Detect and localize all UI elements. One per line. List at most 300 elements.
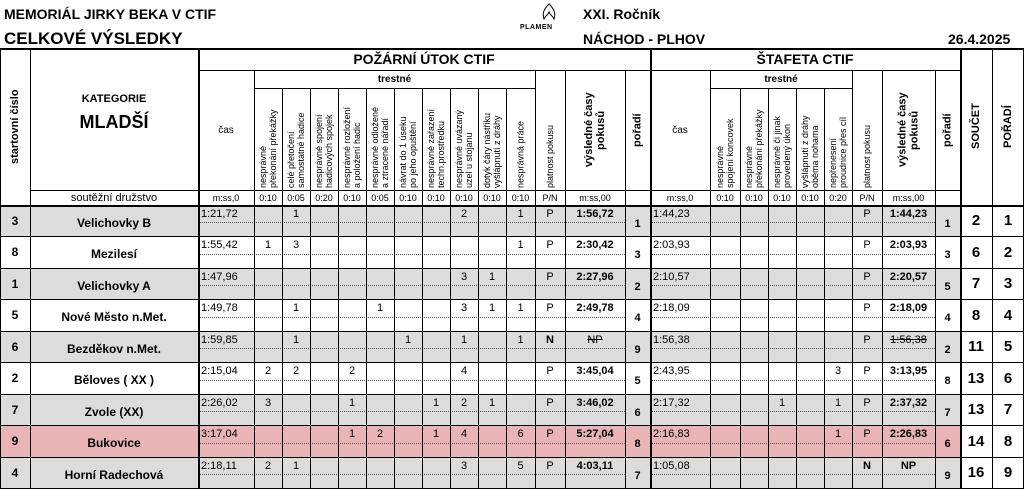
attack-result: 1:56,72	[576, 207, 614, 220]
attack-penalty: 1	[517, 207, 524, 220]
attack-penalty: 3	[460, 270, 468, 283]
attack-penalty-header: celé přetočení samostatné hadice	[286, 112, 306, 188]
attack-validity: P	[546, 365, 554, 377]
relay-result: 2:18,09	[889, 302, 928, 314]
attack-penalty: 2	[376, 428, 384, 440]
attack-penalty	[254, 426, 282, 443]
attack-time: 3:17,04	[201, 428, 238, 440]
relay-result: 2:03,93	[889, 239, 928, 251]
relay-validity: N	[863, 459, 871, 472]
grid-line	[935, 70, 936, 489]
row-divider	[198, 443, 625, 444]
start-number: 8	[11, 245, 19, 260]
relay-penalty	[768, 205, 796, 222]
team-name: Horní Radechová	[64, 467, 164, 482]
unit-label: m:ss,0	[666, 192, 694, 203]
team-name: Bukovice	[87, 436, 141, 451]
grid-line	[450, 88, 451, 489]
relay-rank: 5	[944, 280, 951, 293]
start-number: 7	[11, 402, 19, 417]
grid-line	[882, 70, 883, 489]
attack-rank: 8	[634, 438, 641, 451]
attack-penalty-header: nesprávné zařazení techn.prostředku	[426, 108, 446, 188]
relay-penalty	[796, 394, 824, 411]
total-sum: 7	[971, 275, 981, 293]
relay-penalty	[768, 363, 796, 380]
total-sum: 16	[967, 464, 985, 482]
relay-validity: P	[863, 302, 871, 314]
grid-line	[710, 88, 852, 89]
attack-penalty: 4	[460, 365, 468, 377]
relay-penalty	[710, 268, 740, 285]
relay-penalty	[768, 237, 796, 254]
attack-penalty	[478, 237, 506, 254]
category-label: KATEGORIE	[81, 93, 147, 105]
grid-line	[0, 457, 1024, 458]
relay-rank: 4	[944, 312, 951, 325]
total-sum: 11	[968, 338, 984, 356]
attack-penalty	[310, 394, 338, 411]
attack-penalty	[394, 363, 422, 380]
relay-result: 3:13,95	[889, 365, 928, 377]
attack-penalty	[478, 363, 506, 380]
attack-penalty	[394, 268, 422, 285]
attack-penalty: 1	[264, 239, 272, 251]
start-number: 9	[11, 434, 19, 449]
relay-rank: 3	[944, 249, 951, 262]
attack-time: 1:47,96	[201, 270, 238, 283]
attack-time-header: čas	[218, 124, 234, 136]
grid-line	[338, 88, 339, 489]
relay-penalty	[710, 237, 740, 254]
attack-penalty	[506, 268, 535, 285]
start-number: 5	[11, 308, 19, 323]
relay-rank: 1	[944, 217, 951, 230]
relay-validity: P	[863, 365, 871, 377]
relay-penalty	[710, 363, 740, 380]
attack-penalty	[394, 205, 422, 222]
attack-penalty	[366, 268, 394, 285]
relay-penalty	[796, 300, 824, 317]
unit-label: 0:10	[483, 192, 501, 203]
attack-result: 2:30,42	[576, 239, 614, 251]
attack-rank-header: pořadí	[631, 113, 644, 147]
attack-penalty: 1	[292, 207, 300, 220]
attack-penalty	[310, 457, 338, 474]
team-name: Běloves ( XX )	[73, 373, 155, 388]
relay-penalty	[796, 457, 824, 474]
attack-penalty: 4	[460, 428, 468, 440]
relay-penalties-header: trestné	[764, 73, 798, 85]
location: NÁCHOD - PLHOV	[583, 31, 706, 47]
unit-label: P/N	[859, 192, 875, 203]
attack-penalty	[422, 363, 450, 380]
unit-label: 0:10	[801, 192, 819, 203]
relay-validity: P	[863, 207, 871, 220]
row-divider	[198, 411, 625, 412]
start-number: 6	[11, 339, 19, 354]
grid-line	[30, 48, 31, 489]
grid-line	[992, 48, 993, 489]
team-name: Bezděkov n.Met.	[66, 341, 162, 356]
relay-rank: 2	[944, 343, 951, 356]
unit-label: m:ss,00	[579, 192, 611, 203]
relay-time: 2:43,95	[653, 365, 690, 377]
grid-line	[824, 88, 825, 489]
attack-validity: P	[546, 459, 554, 472]
attack-penalty: 1	[488, 302, 496, 314]
attack-penalty	[254, 331, 282, 348]
attack-penalty: 6	[517, 428, 524, 440]
plamen-logo	[516, 2, 572, 44]
grid-line	[740, 88, 741, 489]
unit-label: 0:10	[399, 192, 417, 203]
row-divider	[650, 254, 935, 255]
grid-line	[710, 70, 711, 489]
attack-penalty	[338, 457, 366, 474]
attack-penalty: 1	[292, 302, 300, 314]
overall-rank: 6	[1003, 369, 1013, 387]
start-number: 4	[11, 465, 19, 480]
attack-penalty-header: nesprávné uvázaný uzel u stojanu	[454, 109, 474, 188]
overall-rank: 7	[1003, 401, 1013, 419]
attack-penalty	[422, 237, 450, 254]
relay-result: 1:56,38	[890, 333, 927, 346]
grid-line	[0, 299, 1024, 300]
attack-penalty	[506, 394, 535, 411]
relay-rank: 7	[944, 406, 951, 419]
relay-result: NP	[900, 459, 917, 472]
grid-line	[0, 425, 1024, 426]
relay-penalty	[768, 457, 796, 474]
relay-penalty: 3	[834, 365, 842, 377]
edition: XXI. Ročník	[583, 6, 661, 22]
attack-penalty	[422, 268, 450, 285]
attack-penalty: 3	[264, 396, 272, 409]
results-title: CELKOVÉ VÝSLEDKY	[4, 29, 183, 48]
relay-result-header: výsledné časy pokusů	[896, 92, 921, 168]
attack-penalty: 3	[460, 302, 468, 314]
unit-label: 0:05	[371, 192, 389, 203]
attack-rank: 1	[634, 217, 641, 230]
unit-label: 0:10	[511, 192, 530, 203]
grid-line	[30, 190, 198, 191]
attack-penalties-header: trestné	[377, 73, 412, 85]
attack-rank: 9	[634, 343, 641, 356]
attack-penalty	[478, 426, 506, 443]
attack-penalty	[282, 426, 310, 443]
attack-penalty	[422, 205, 450, 222]
relay-penalty	[740, 300, 768, 317]
relay-penalty	[710, 457, 740, 474]
relay-time: 2:03,93	[653, 239, 690, 251]
relay-time: 2:16,83	[653, 428, 690, 440]
attack-rank: 2	[634, 280, 641, 293]
attack-penalty-header: nesprávné překonání překážky	[258, 109, 278, 188]
attack-penalty	[338, 268, 366, 285]
start-number: 1	[11, 276, 19, 291]
relay-penalty	[824, 331, 852, 348]
date: 26.4.2025	[948, 31, 1011, 47]
attack-penalty: 2	[264, 459, 272, 472]
attack-penalty	[394, 237, 422, 254]
relay-validity: P	[863, 396, 871, 409]
relay-penalty	[824, 300, 852, 317]
start-number: 2	[11, 371, 19, 386]
unit-label: 0:10	[773, 192, 791, 203]
unit-label: P/N	[542, 192, 558, 203]
relay-penalty	[740, 394, 768, 411]
grid-line	[625, 70, 626, 489]
relay-penalty-header: nesprávné spojení koncovek	[715, 118, 735, 188]
results-table	[0, 48, 1024, 487]
attack-section-title: POŽÁRNÍ ÚTOK CTIF	[353, 51, 495, 67]
overall-rank: 1	[1003, 212, 1013, 230]
relay-section-title: ŠTAFETA CTIF	[756, 51, 854, 67]
attack-penalty	[506, 363, 535, 380]
team-name: Nové Město n.Met.	[61, 310, 167, 325]
unit-label: 0:10	[455, 192, 473, 203]
unit-label: 0:10	[716, 192, 734, 203]
relay-penalty	[824, 237, 852, 254]
start-number: 3	[11, 213, 19, 228]
attack-rank: 5	[634, 375, 641, 388]
attack-penalty	[310, 426, 338, 443]
grid-line	[254, 70, 255, 489]
attack-result: 3:45,04	[576, 365, 614, 377]
attack-validity: P	[546, 207, 554, 220]
unit-label: 0:20	[829, 192, 847, 203]
attack-penalty-header: nesprávné odložené a ztracené nářadí	[370, 106, 390, 188]
attack-penalty: 2	[348, 365, 356, 377]
relay-penalty	[710, 394, 740, 411]
overall-rank: 3	[1003, 275, 1013, 293]
overall-rank: 2	[1003, 243, 1013, 261]
attack-penalty	[338, 237, 366, 254]
attack-penalty: 2	[460, 207, 468, 220]
relay-penalty-header: nepřenesení proudnice přes cíl	[828, 116, 848, 188]
relay-result: 2:26,83	[889, 428, 928, 440]
attack-penalty	[422, 331, 450, 348]
attack-validity: P	[546, 239, 554, 251]
attack-time: 1:49,78	[201, 302, 238, 314]
attack-rank: 3	[634, 249, 641, 262]
attack-penalty	[366, 394, 394, 411]
grid-line	[796, 88, 797, 489]
attack-penalty	[310, 331, 338, 348]
total-sum: 2	[971, 212, 981, 230]
attack-validity: P	[546, 270, 554, 283]
relay-penalty	[740, 331, 768, 348]
relay-time: 1:56,38	[653, 333, 690, 346]
unit-label: 0:05	[287, 192, 305, 203]
team-name: Velichovky B	[76, 215, 152, 230]
relay-time: 2:17,32	[653, 396, 690, 409]
attack-validity-header: platnost pokusu	[545, 124, 555, 188]
relay-penalty-header: nesprávné překonání překážky	[744, 109, 764, 188]
grid-line	[0, 268, 1024, 269]
attack-penalty: 1	[432, 396, 440, 409]
attack-penalty: 5	[517, 459, 524, 472]
attack-penalty	[422, 457, 450, 474]
attack-penalty	[366, 331, 394, 348]
attack-penalty: 1	[488, 396, 496, 409]
attack-penalty: 3	[460, 459, 468, 472]
relay-penalty	[710, 205, 740, 222]
relay-penalty	[796, 331, 824, 348]
relay-penalty	[710, 300, 740, 317]
unit-label: 0:10	[745, 192, 763, 203]
relay-rank-header: pořadí	[941, 113, 954, 147]
grid-line	[0, 394, 1024, 395]
grid-line	[650, 48, 652, 489]
row-divider	[198, 254, 625, 255]
grid-line	[310, 88, 311, 489]
row-divider	[650, 380, 935, 381]
relay-validity: P	[863, 270, 871, 283]
relay-penalty-header: nesprávně či jinak provedený úkon	[772, 115, 792, 188]
grid-line	[535, 70, 536, 489]
unit-label: m:ss,0	[212, 192, 240, 203]
attack-time: 1:59,85	[201, 333, 238, 346]
attack-penalty: 2	[264, 365, 272, 377]
attack-penalty	[282, 268, 310, 285]
grid-line	[282, 88, 283, 489]
relay-penalty	[768, 331, 796, 348]
grid-line	[422, 88, 423, 489]
relay-penalty	[824, 268, 852, 285]
grid-line	[198, 48, 200, 489]
attack-time: 1:21,72	[201, 207, 238, 220]
attack-result: 4:03,11	[576, 459, 614, 472]
row-divider	[650, 474, 935, 475]
attack-penalty	[394, 426, 422, 443]
event-title: MEMORIÁL JIRKY BEKA V CTIF	[4, 6, 217, 22]
attack-time: 2:15,04	[201, 365, 238, 377]
unit-label: 0:10	[427, 192, 445, 203]
attack-penalty	[310, 268, 338, 285]
relay-penalty	[740, 363, 768, 380]
attack-penalty: 1	[348, 396, 356, 409]
attack-validity: P	[546, 302, 554, 314]
relay-penalty	[768, 268, 796, 285]
attack-penalty	[394, 457, 422, 474]
grid-line	[0, 331, 1024, 332]
grid-line	[852, 70, 853, 489]
overall-rank: 5	[1003, 338, 1013, 356]
grid-line	[506, 88, 507, 489]
attack-penalty: 1	[376, 302, 384, 314]
attack-penalty: 1	[517, 239, 524, 251]
attack-result: 3:46,02	[576, 396, 614, 409]
attack-rank: 4	[634, 312, 641, 325]
start-number-header: startovní číslo	[9, 89, 21, 164]
row-divider	[650, 411, 935, 412]
attack-time: 2:18,11	[201, 459, 237, 472]
grid-line	[768, 88, 769, 489]
attack-penalty-header: nesprávné rozložení a položení hadic	[342, 106, 362, 188]
relay-rank: 6	[944, 438, 951, 451]
attack-penalty: 1	[292, 459, 300, 472]
attack-penalty-header: nesprávná práce	[515, 120, 526, 188]
row-divider	[198, 380, 625, 381]
unit-label: 0:10	[259, 192, 277, 203]
flame-icon	[538, 3, 560, 21]
attack-penalty	[450, 237, 478, 254]
relay-penalty	[796, 426, 824, 443]
total-sum: 13	[967, 401, 985, 419]
attack-validity: N	[546, 333, 554, 346]
row-divider	[650, 348, 935, 349]
attack-penalty: 2	[460, 396, 468, 409]
team-name: Velichovky A	[77, 278, 151, 293]
attack-penalty	[366, 363, 394, 380]
grid-line	[198, 70, 960, 71]
grid-line	[0, 48, 1024, 50]
attack-penalty: 1	[292, 333, 300, 346]
attack-penalty: 1	[517, 333, 524, 346]
relay-result: 1:44,23	[889, 207, 928, 220]
team-name: Mezilesí	[90, 247, 138, 262]
relay-rank: 8	[944, 375, 951, 388]
attack-penalty	[394, 394, 422, 411]
attack-penalty-header: dotyk čáry nástřiku vyšlápnutí z dráhy	[482, 112, 502, 188]
attack-penalty	[310, 363, 338, 380]
attack-penalty	[394, 300, 422, 317]
grid-line	[0, 48, 1, 489]
attack-penalty	[422, 300, 450, 317]
relay-penalty	[796, 363, 824, 380]
attack-penalty: 3	[292, 239, 300, 251]
overall-rank: 8	[1003, 432, 1013, 450]
relay-validity-header: platnost pokusu	[862, 124, 872, 188]
attack-penalty-header: nesprávné spojení hadicových spojek	[314, 114, 334, 188]
attack-penalty	[366, 237, 394, 254]
relay-penalty	[796, 237, 824, 254]
team-name: Zvole (XX)	[84, 404, 144, 419]
unit-label: 0:20	[315, 192, 333, 203]
attack-validity: P	[546, 428, 554, 440]
grid-line	[366, 88, 367, 489]
relay-result: 2:20,57	[889, 270, 928, 283]
relay-time: 1:05,08	[653, 459, 690, 472]
grid-line	[960, 48, 962, 489]
relay-penalty	[740, 268, 768, 285]
attack-result: NP	[587, 333, 603, 346]
relay-validity: P	[863, 333, 871, 346]
attack-penalty	[478, 205, 506, 222]
relay-penalty: 1	[834, 428, 842, 440]
relay-penalty	[740, 237, 768, 254]
relay-result: 2:37,32	[889, 396, 928, 409]
relay-time: 2:10,57	[653, 270, 690, 283]
attack-penalty: 1	[404, 333, 412, 346]
row-divider	[198, 348, 625, 349]
category-value: MLADŠÍ	[79, 111, 149, 132]
attack-penalty	[478, 457, 506, 474]
relay-penalty	[740, 426, 768, 443]
attack-penalty	[366, 457, 394, 474]
attack-rank: 7	[634, 469, 641, 482]
attack-result: 2:49,78	[576, 302, 614, 314]
attack-result: 2:27,96	[576, 270, 614, 283]
relay-penalty	[768, 300, 796, 317]
attack-penalty: 2	[292, 365, 300, 377]
attack-penalty	[478, 331, 506, 348]
total-sum: 6	[971, 243, 981, 261]
unit-label: 0:10	[343, 192, 361, 203]
grid-line	[0, 362, 1024, 363]
